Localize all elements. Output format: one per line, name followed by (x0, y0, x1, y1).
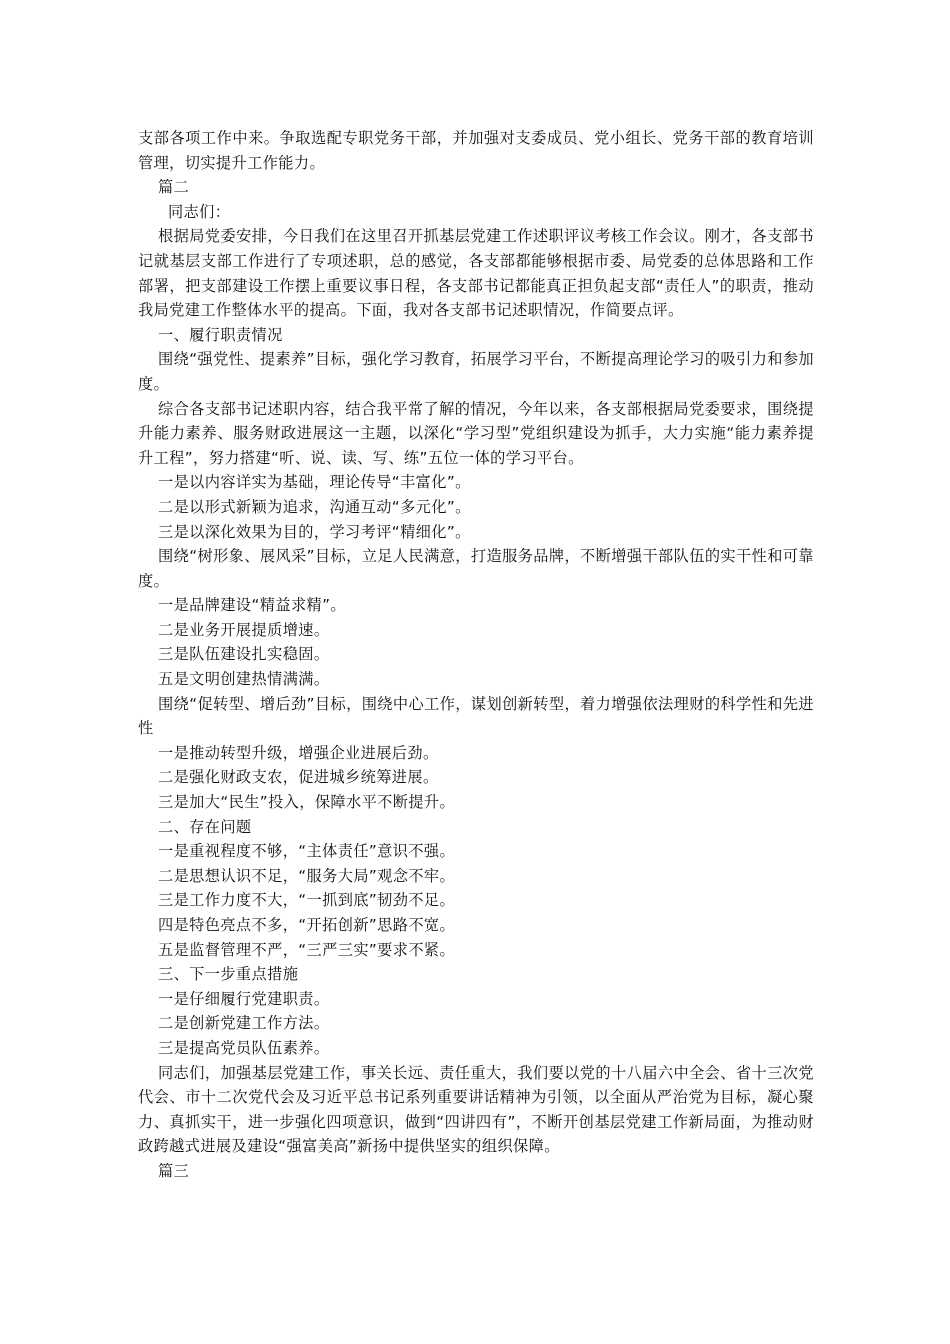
paragraph: 一是重视程度不够，“主体责任”意识不强。 (158, 842, 456, 861)
paragraph: 二是创新党建工作方法。 (158, 1014, 330, 1033)
paragraph: 根据局党委安排，今日我们在这里召开抓基层党建工作述职评议考核工作会议。刚才，各支部书记就基层支部工作进行了专项述职，总的感觉，各支部都能够根据市委、局党委的总体思路和工作部署，把支部建设工作摆上重要议事日程，各支部书记都能真正担负起支部“责任人”的职责，推动我局党建工作整体水平的提高。下面，我对各支部书记述职情况，作简要点评。 (138, 227, 814, 320)
paragraph: 一是仔细履行党建职责。 (158, 989, 330, 1008)
paragraph: 围绕“树形象、展风采”目标，立足人民满意，打造服务品牌，不断增强干部队伍的实干性和可靠度。 (138, 547, 814, 590)
paragraph: 三、下一步重点措施 (158, 965, 299, 984)
paragraph: 同志们，加强基层党建工作，事关长远、责任重大，我们要以党的十八届六中全会、省十三次党代会、市十二次党代会及习近平总书记系列重要讲话精神为引领，以全面从严治党为目标，凝心聚力、真抓实干，进一步强化四项意识，做到“四讲四有”，不断开创基层党建工作新局面，为推动财政跨越式进展及建设“强富美高”新扬中提供坚实的组织保障。 (138, 1063, 814, 1156)
paragraph: 支部各项工作中来。争取选配专职党务干部，并加强对支委成员、党小组长、党务干部的教育培训管理，切实提升工作能力。 (138, 129, 814, 172)
paragraph: 三是加大“民生”投入，保障水平不断提升。 (158, 793, 456, 812)
paragraph: 综合各支部书记述职内容，结合我平常了解的情况，今年以来，各支部根据局党委要求，围绕提升能力素养、服务财政进展这一主题，以深化“学习型”党组织建设为抓手，大力实施“能力素养提升工程”，努力搭建“听、说、读、写、练”五位一体的学习平台。 (138, 399, 814, 467)
paragraph: 一是品牌建设“精益求精”。 (158, 596, 346, 615)
paragraph: 一是以内容详实为基础，理论传导“丰富化”。 (158, 473, 471, 492)
paragraph: 三是工作力度不大，“一抓到底”韧劲不足。 (158, 891, 456, 910)
paragraph: 三是队伍建设扎实稳固。 (158, 645, 330, 664)
paragraph: 一、履行职责情况 (158, 325, 283, 344)
paragraph: 二是以形式新颖为追求，沟通互动“多元化”。 (158, 497, 471, 516)
paragraph: 围绕“强党性、提素养”目标，强化学习教育，拓展学习平台，不断提高理论学习的吸引力和参加度。 (138, 350, 814, 393)
paragraph: 篇二 (158, 178, 190, 197)
paragraph: 四是特色亮点不多，“开拓创新”思路不宽。 (158, 916, 456, 934)
paragraph: 二是强化财政支农，促进城乡统筹进展。 (158, 768, 439, 787)
paragraph: 围绕“促转型、增后劲”目标，围绕中心工作，谋划创新转型，着力增强依法理财的科学性和先进性 (138, 694, 814, 738)
paragraph: 二是业务开展提质增速。 (158, 620, 330, 639)
paragraph: 一是推动转型升级，增强企业进展后劲。 (158, 743, 439, 762)
paragraph: 同志们： (168, 202, 231, 221)
paragraph: 五是监督管理不严，“三严三实”要求不紧。 (158, 940, 456, 959)
paragraph: 篇三 (158, 1161, 190, 1180)
paragraph: 三是以深化效果为目的，学习考评“精细化”。 (158, 522, 471, 541)
document-body (138, 126, 814, 1184)
paragraph: 二是思想认识不足，“服务大局”观念不牢。 (158, 866, 456, 885)
paragraph: 二、存在问题 (158, 817, 252, 836)
paragraph: 三是提高党员队伍素养。 (158, 1038, 330, 1057)
paragraph: 五是文明创建热情满满。 (158, 670, 330, 689)
